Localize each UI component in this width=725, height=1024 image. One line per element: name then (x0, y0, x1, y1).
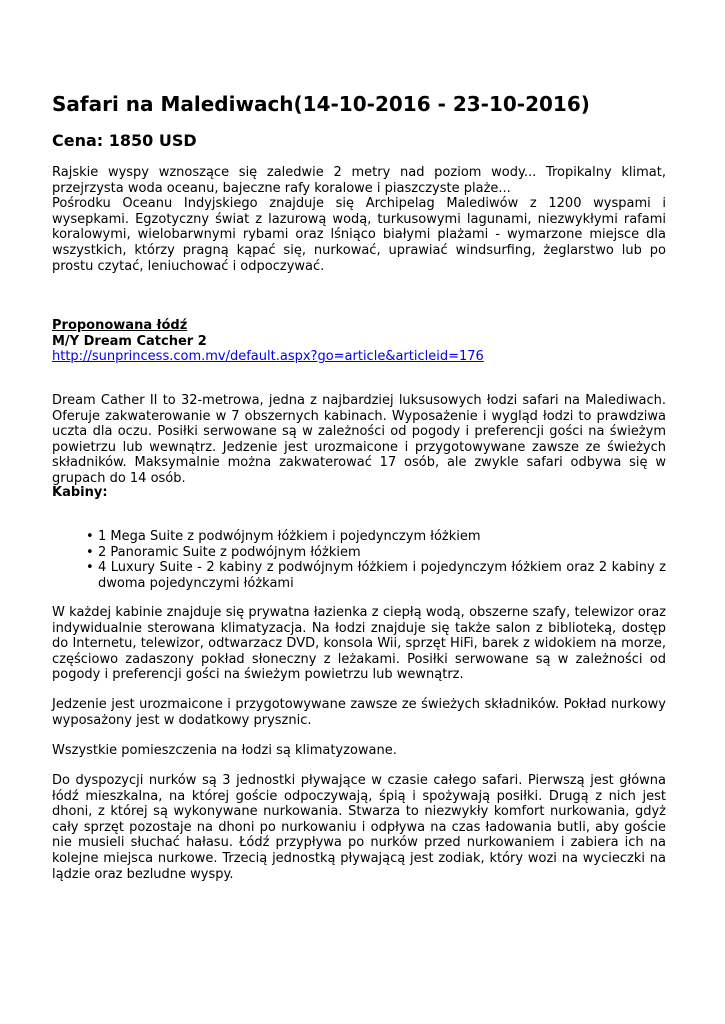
boat-link[interactable]: http://sunprincess.com.mv/default.aspx?go=article&articleid=176 (52, 349, 484, 365)
cabin-text: 2 Panoramic Suite z podwójnym łóżkiem (98, 544, 361, 560)
price-heading: Cena: 1850 USD (52, 131, 197, 150)
dive-boats-paragraph: Do dyspozycji nurków są 3 jednostki pływające w czasie całego safari. Pierwszą jest główna łódź mieszkalna, na której goście odpoczywają, śpią i spożywają posiłki. Drugą z nich jest dhoni, z której są wykonywane nurkowania. Stwarza to niezwykły komfort nurkowania, gdyż cały sprzęt pozostaje na dhoni po nurkowaniu i odpływa na czas ładowania butli, aby goście nie musieli słuchać hałasu. Łódź przypływa po nurków przed nurkowaniem i zabiera ich na kolejne miejsca nurkowe. Trzecią jednostką pływającą jest zodiak, który wozi na wycieczki na lądzie oraz bezludne wyspy. (52, 773, 666, 882)
list-item (86, 529, 666, 545)
intro-paragraph-1: Rajskie wyspy wznoszące się zaledwie 2 metry nad poziom wody... Tropikalny klimat, przejrzysta woda oceanu, bajeczne rafy koralowe i piaszczyste plaże... (52, 165, 666, 196)
food-note-paragraph: Jedzenie jest urozmaicone i przygotowywane zawsze ze świeżych składników. Pokład nurkowy wyposażony jest w dodatkowy prysznic. (52, 697, 666, 728)
intro-paragraph-2: Pośrodku Oceanu Indyjskiego znajduje się Archipelag Malediwów z 1200 wyspami i wysepkami. Egzotyczny świat z lazurową wodą, turkusowymi lagunami, niezwykłymi rafami koralowymi, wielobarwnymi rybami oraz lśniąco białymi plażami - wymarzone miejsce dla wszystkich, którzy pragną kąpać się, nurkować, uprawiać windsurfing, żeglarstwo lub po prostu czytać, leniuchować i odpoczywać. (52, 196, 666, 274)
boat-name: M/Y Dream Catcher 2 (52, 333, 207, 349)
cabin-text: 4 Luxury Suite - 2 kabiny z podwójnym łóżkiem i pojedynczym łóżkiem oraz 2 kabiny z dwoma pojedynczymi łóżkami (98, 560, 666, 591)
boat-heading: Proponowana łódź (52, 318, 188, 333)
boat-section (52, 318, 484, 365)
intro-section (52, 165, 666, 274)
bullet-icon: • (86, 560, 94, 576)
cabins-heading: Kabiny: (52, 485, 108, 500)
cabins-list (52, 529, 666, 591)
boat-description: Dream Cather II to 32-metrowa, jedna z najbardziej luksusowych łodzi safari na Malediwach. Oferuje zakwaterowanie w 7 obszernych kabinach. Wyposażenie i wygląd łodzi to prawdziwa uczta dla oczu. Posiłki serwowane są w zależności od pogody i preferencji gości na świeżym powietrzu lub wewnątrz. Jedzenie jest urozmaicone i przygotowywane zawsze ze świeżych składników. Maksymalnie można zakwaterować 17 osób, ale zwykle safari odbywa się w grupach do 14 osób. (52, 393, 666, 486)
cabin-amenities-paragraph: W każdej kabinie znajduje się prywatna łazienka z ciepłą wodą, obszerne szafy, telewizor oraz indywidualnie sterowana klimatyzacja. Na łodzi znajduje się także salon z biblioteką, dostęp do Internetu, telewizor, odtwarzacz DVD, konsola Wii, sprzęt HiFi, barek z widokiem na morze, częściowo zadaszony pokład słoneczny z leżakami. Posiłki serwowane są w zależności od pogody i preferencji gości na świeżym powietrzu lub wewnątrz. (52, 605, 666, 683)
ac-note-paragraph: Wszystkie pomieszczenia na łodzi są klimatyzowane. (52, 743, 397, 758)
list-item (86, 544, 666, 561)
bullet-icon: • (86, 544, 94, 560)
page-title: Safari na Malediwach(14-10-2016 - 23-10-2016) (52, 92, 590, 116)
list-item (86, 560, 666, 591)
bullet-icon: • (86, 529, 94, 544)
cabin-text: 1 Mega Suite z podwójnym łóżkiem i pojedynczym łóżkiem (98, 529, 481, 544)
